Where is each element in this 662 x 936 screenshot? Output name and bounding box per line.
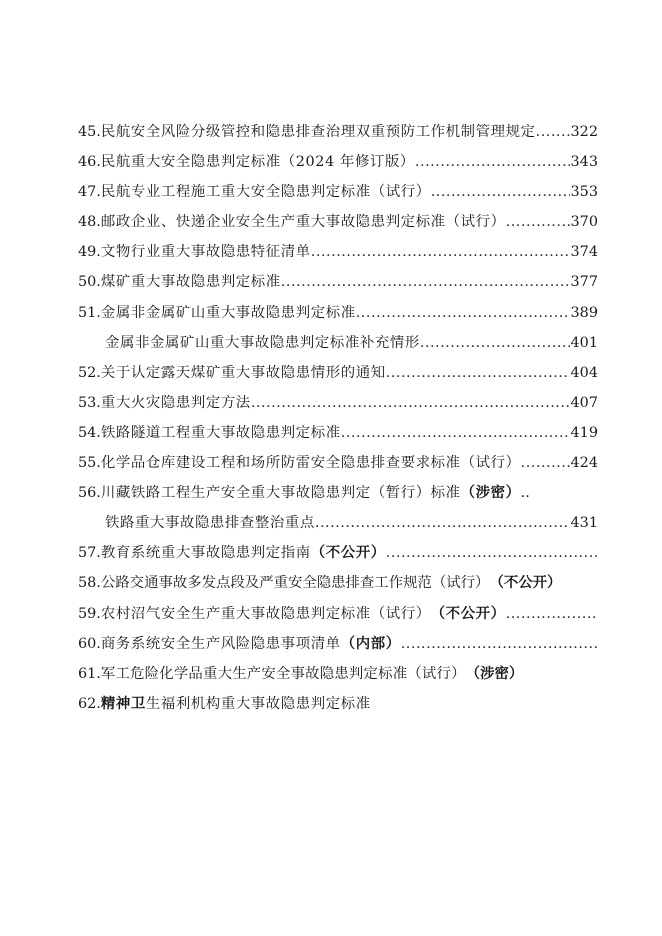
entry-number: 50. <box>78 274 101 291</box>
dot-leader <box>506 599 598 629</box>
entry-number: 62. <box>78 695 101 712</box>
entry-number: 60. <box>78 635 101 652</box>
dot-leader <box>415 147 570 177</box>
entry-page: 401 <box>570 334 598 351</box>
entry-number: 59. <box>78 605 101 622</box>
toc-entry-50[interactable] <box>78 267 598 297</box>
entry-title: 生福利机构重大事故隐患判定标准 <box>145 695 371 712</box>
entry-page: 322 <box>570 124 598 140</box>
dot-leader <box>386 538 598 568</box>
dot-leader <box>311 237 570 267</box>
entry-number: 57. <box>78 545 101 562</box>
entry-number: 54. <box>78 424 101 441</box>
dot-leader <box>356 298 570 328</box>
toc-entry-62[interactable] <box>78 689 598 719</box>
toc-entry-46[interactable] <box>78 147 598 177</box>
entry-number: 46. <box>78 154 101 171</box>
toc-entry-58[interactable] <box>78 568 598 598</box>
dot-leader <box>506 207 570 237</box>
classification-note: （不公开） <box>489 574 562 592</box>
entry-page: 419 <box>570 424 598 441</box>
entry-page: 374 <box>570 244 598 261</box>
entry-title: 商务系统安全生产风险隐患事项清单 <box>100 635 341 652</box>
entry-number: 48. <box>78 214 101 231</box>
entry-number: 45. <box>78 124 101 140</box>
entry-number: 55. <box>78 455 101 472</box>
entry-number: 52. <box>78 364 101 381</box>
toc-entry-45[interactable] <box>78 117 598 147</box>
entry-title: 农村沼气安全生产重大事故隐患判定标准（试行） <box>100 605 431 622</box>
toc-entry-54[interactable] <box>78 418 598 448</box>
toc-entry-56-key-points[interactable] <box>78 508 598 538</box>
toc-entry-51-supplement[interactable] <box>78 328 598 358</box>
entry-page: 431 <box>570 515 598 532</box>
entry-number: 56. <box>78 485 101 502</box>
dot-leader <box>315 508 570 538</box>
entry-page: 389 <box>570 304 598 321</box>
toc-entry-60[interactable] <box>78 629 598 659</box>
entry-title: 煤矿重大事故隐患判定标准 <box>100 274 281 291</box>
toc-entry-48[interactable] <box>78 207 598 237</box>
entry-page: 353 <box>570 184 598 201</box>
toc-entry-57[interactable] <box>78 538 598 568</box>
entry-page: 370 <box>570 214 598 231</box>
dot-leader <box>521 448 570 478</box>
dot-leader <box>536 117 570 147</box>
dot-leader <box>431 177 570 207</box>
entry-title: 邮政企业、快递企业安全生产重大事故隐患判定标准（试行） <box>100 214 506 231</box>
classification-note: （内部） <box>340 634 401 652</box>
entry-title-bold-part: 精神卫 <box>100 694 146 712</box>
entry-number: 51. <box>78 304 101 321</box>
dot-leader <box>341 418 570 448</box>
classification-note: （不公开） <box>430 604 506 622</box>
entry-title: 化学品仓库建设工程和场所防雷安全隐患排查要求标准（试行） <box>100 455 521 472</box>
toc-entry-55[interactable] <box>78 448 598 478</box>
entry-title: 文物行业重大事故隐患特征清单 <box>100 244 311 261</box>
dot-leader-tail: .. <box>520 485 530 502</box>
dot-leader <box>401 629 598 659</box>
toc-entry-51[interactable] <box>78 298 598 328</box>
entry-title: 教育系统重大事故隐患判定指南 <box>100 545 311 562</box>
entry-title: 川藏铁路工程生产安全重大事故隐患判定（暂行）标准 <box>100 485 461 502</box>
entry-title: 金属非金属矿山重大事故隐患判定标准补充情形 <box>105 334 420 351</box>
classification-note: （涉密） <box>460 484 521 502</box>
entry-number: 53. <box>78 394 101 411</box>
entry-page: 377 <box>570 274 598 291</box>
dot-leader <box>420 328 570 358</box>
entry-number: 49. <box>78 244 101 261</box>
toc-entry-56[interactable] <box>78 478 598 508</box>
toc-entry-59[interactable] <box>78 599 598 629</box>
entry-page: 424 <box>570 455 598 472</box>
entry-number: 61. <box>78 665 101 682</box>
entry-number: 47. <box>78 184 101 201</box>
entry-page: 407 <box>570 394 598 411</box>
entry-page: 343 <box>570 154 598 171</box>
entry-title: 关于认定露天煤矿重大事故隐患情形的通知 <box>100 364 386 381</box>
entry-page: 404 <box>570 364 598 381</box>
entry-title: 军工危险化学品重大生产安全事故隐患判定标准（试行） <box>100 665 466 682</box>
entry-number: 58. <box>78 575 101 592</box>
entry-title: 民航安全风险分级管控和隐患排查治理双重预防工作机制管理规定 <box>100 124 536 140</box>
entry-title: 铁路隧道工程重大事故隐患判定标准 <box>100 424 341 441</box>
toc-entry-49[interactable] <box>78 237 598 267</box>
entry-title: 铁路重大事故隐患排查整治重点 <box>105 515 315 532</box>
table-of-contents <box>78 117 598 719</box>
entry-title: 民航重大安全隐患判定标准（2024 年修订版） <box>100 154 415 171</box>
entry-title: 重大火灾隐患判定方法 <box>100 394 251 411</box>
dot-leader <box>281 267 570 297</box>
classification-note: （不公开） <box>310 544 386 562</box>
entry-title: 金属非金属矿山重大事故隐患判定标准 <box>100 304 356 321</box>
toc-entry-61[interactable] <box>78 659 598 689</box>
entry-title: 民航专业工程施工重大安全隐患判定标准（试行） <box>100 184 431 201</box>
dot-leader <box>386 358 570 388</box>
classification-note: （涉密） <box>465 664 524 682</box>
toc-entry-52[interactable] <box>78 358 598 388</box>
dot-leader <box>251 388 570 418</box>
toc-entry-47[interactable] <box>78 177 598 207</box>
entry-title: 公路交通事故多发点段及严重安全隐患排查工作规范（试行） <box>100 575 490 592</box>
toc-entry-53[interactable] <box>78 388 598 418</box>
